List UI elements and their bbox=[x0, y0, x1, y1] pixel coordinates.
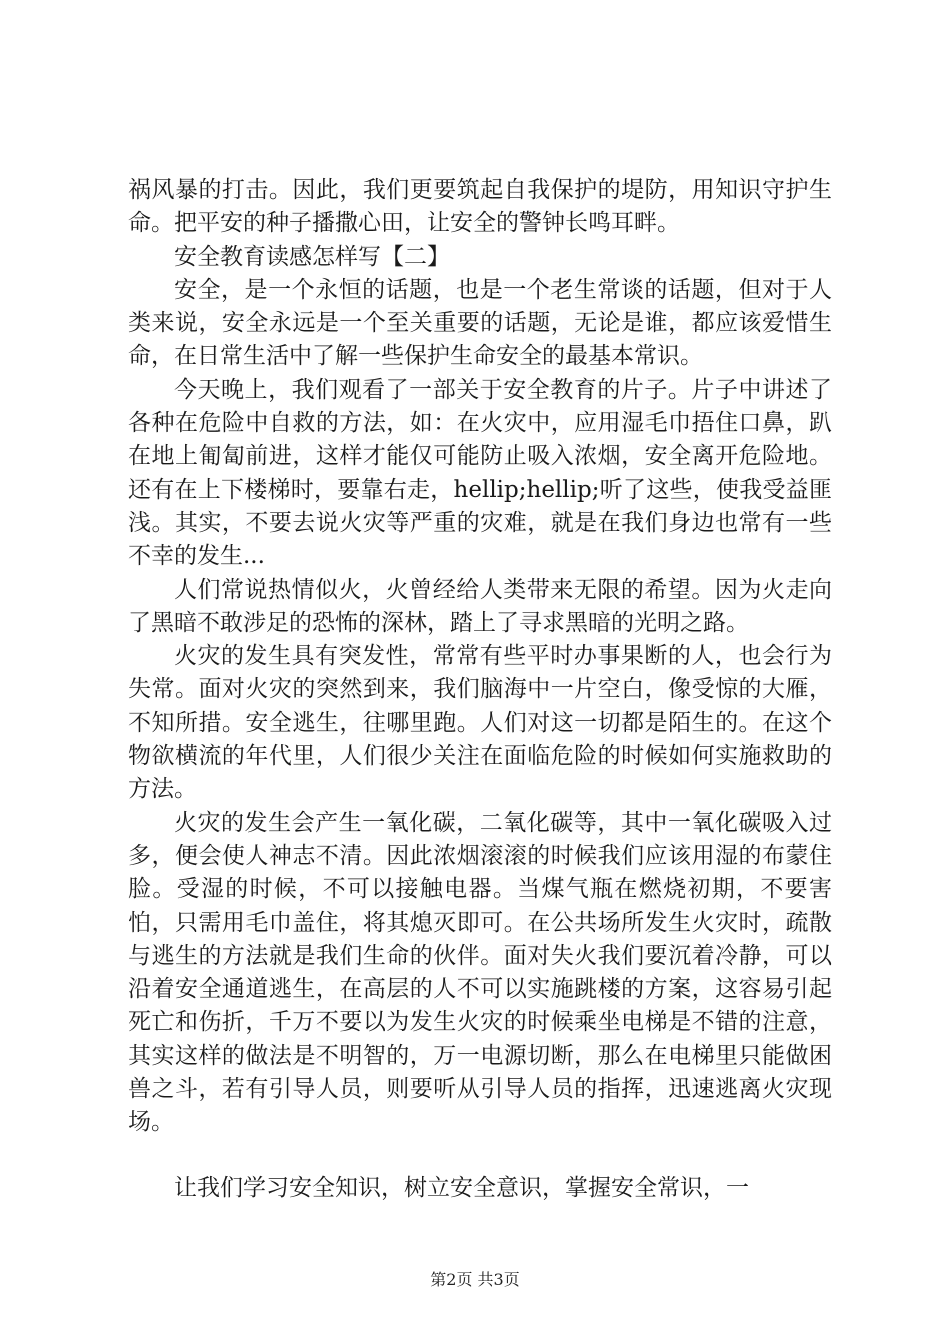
section-heading: 安全教育读感怎样写【二】 bbox=[174, 243, 450, 270]
paragraph: 今天晚上，我们观看了一部关于安全教育的片子。片子中讲述了各种在危险中自救的方法，如：在火灾中，应用湿毛巾捂住口鼻，趴在地上匍匐前进，这样才能仅可能防止吸入浓烟，安全离开危险地。还有在上下楼梯时，要靠右走，hellip;hellip;听了这些，使我受益匪浅。其实，不要去说火灾等严重的灾难，就是在我们身边也常有一些不幸的发生... bbox=[128, 376, 832, 570]
page-number-footer: 第2页 共3页 bbox=[430, 1270, 520, 1289]
paragraph: 人们常说热情似火，火曾经给人类带来无限的希望。因为火走向了黑暗不敢涉足的恐怖的深林，踏上了寻求黑暗的光明之路。 bbox=[128, 576, 832, 636]
paragraph: 安全，是一个永恒的话题，也是一个老生常谈的话题，但对于人类来说，安全永远是一个至关重要的话题，无论是谁，都应该爱惜生命，在日常生活中了解一些保护生命安全的最基本常识。 bbox=[128, 276, 832, 370]
paragraph: 让我们学习安全知识，树立安全意识，掌握安全常识，一 bbox=[174, 1174, 749, 1201]
paragraph-continued: 祸风暴的打击。因此，我们更要筑起自我保护的堤防，用知识守护生命。把平安的种子播撒心田，让安全的警钟长鸣耳畔。 bbox=[128, 177, 832, 237]
document-body bbox=[128, 174, 832, 1205]
paragraph: 火灾的发生具有突发性，常常有些平时办事果断的人，也会行为失常。面对火灾的突然到来，我们脑海中一片空白，像受惊的大雁，不知所措。安全逃生，往哪里跑。人们对这一切都是陌生的。在这个物欲横流的年代里，人们很少关注在面临危险的时候如何实施救助的方法。 bbox=[128, 643, 832, 803]
paragraph: 火灾的发生会产生一氧化碳，二氧化碳等，其中一氧化碳吸入过多，便会使人神志不清。因此浓烟滚滚的时候我们应该用湿的布蒙住脸。受湿的时候，不可以接触电器。当煤气瓶在燃烧初期，不要害怕，只需用毛巾盖住，将其熄灭即可。在公共场所发生火灾时，疏散与逃生的方法就是我们生命的伙伴。面对失火我们要沉着冷静，可以沿着安全通道逃生，在高层的人不可以实施跳楼的方案，这容易引起死亡和伤折，千万不要以为发生火灾的时候乘坐电梯是不错的注意，其实这样的做法是不明智的，万一电源切断，那么在电梯里只能做困兽之斗，若有引导人员，则要听从引导人员的指挥，迅速逃离火灾现场。 bbox=[128, 809, 832, 1136]
